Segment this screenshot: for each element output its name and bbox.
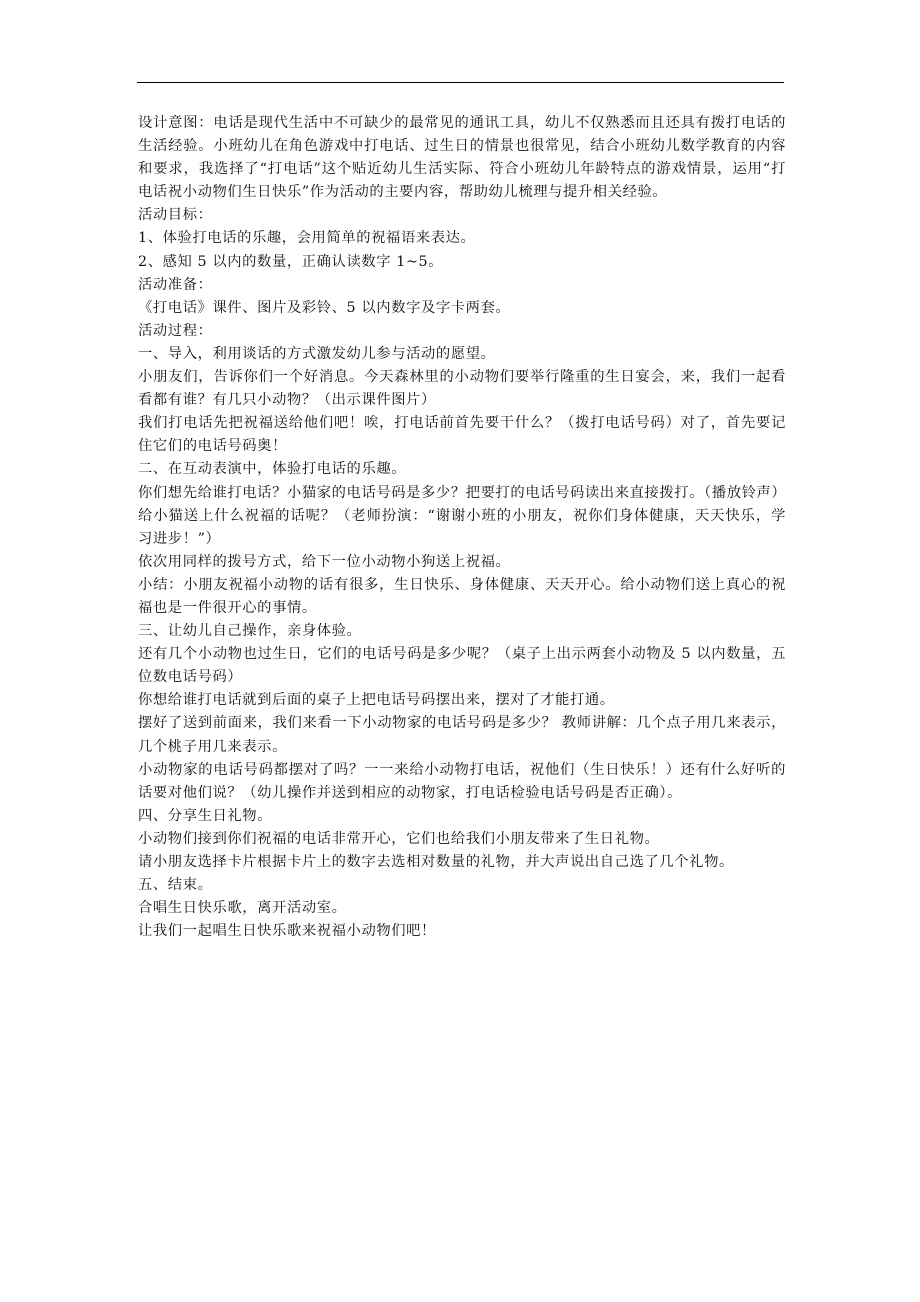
preparation-paragraph: 《打电话》课件、图片及彩铃、5 以内数字及字卡两套。: [138, 299, 511, 316]
body-paragraph: 你们想先给谁打电话？小猫家的电话号码是多少？把要打的电话号码读出来直接拨打。（播放铃声）: [138, 484, 787, 501]
section-heading-process: 活动过程：: [138, 322, 213, 339]
document-body: [138, 112, 786, 943]
section-heading-goals: 活动目标：: [138, 207, 213, 224]
body-paragraph: 请小朋友选择卡片根据卡片上的数字去选相对数量的礼物，并大声说出自己选了几个礼物。: [138, 854, 734, 870]
body-paragraph: 合唱生日快乐歌，离开活动室。: [138, 900, 347, 917]
body-paragraph: 小动物家的电话号码都摆对了吗？一一来给小动物打电话，祝他们（生日快乐！）还有什么好听的话要对他们说？（幼儿操作并送到相应的动物家，打电话检验电话号码是否正确）。: [138, 761, 786, 801]
goal-item-1: 1、体验打电话的乐趣，会用简单的祝福语来表达。: [138, 230, 476, 247]
step-heading-4: 四、分享生日礼物。: [138, 807, 273, 824]
body-paragraph: 给小猫送上什么祝福的话呢？（老师扮演：“谢谢小班的小朋友，祝你们身体健康，天天快乐，学习进步！”）: [138, 507, 786, 547]
body-paragraph: 我们打电话先把祝福送给他们吧！唉，打电话前首先要干什么？（拨打电话号码）对了，首先要记住它们的电话号码奥！: [138, 415, 786, 455]
summary-paragraph: 小结：小朋友祝福小动物的话有很多，生日快乐、身体健康、天天开心。给小动物们送上真心的祝福也是一件很开心的事情。: [138, 576, 786, 616]
design-intent-paragraph: 设计意图：电话是现代生活中不可缺少的最常见的通讯工具，幼儿不仅熟悉而且还具有拨打电话的生活经验。小班幼儿在角色游戏中打电话、过生日的情景也很常见，结合小班幼儿数学教育的内容和要求，我选择了“打电话”这个贴近幼儿生活实际、符合小班幼儿年龄特点的游戏情景，运用“打电话祝小动物们生日快乐”作为活动的主要内容，帮助幼儿梳理与提升相关经验。: [138, 115, 786, 201]
step-heading-1: 一、导入，利用谈话的方式激发幼儿参与活动的愿望。: [138, 345, 496, 362]
step-heading-3: 三、让幼儿自己操作，亲身体验。: [138, 623, 362, 640]
header-rule: [137, 82, 784, 83]
body-paragraph: 摆好了送到前面来，我们来看一下小动物家的电话号码是多少？ 教师讲解：几个点子用几来表示，几个桃子用几来表示。: [138, 715, 786, 755]
closing-paragraph: 让我们一起唱生日快乐歌来祝福小动物们吧！: [138, 923, 436, 940]
goal-item-2: 2、感知 5 以内的数量，正确认读数字 1~5。: [138, 253, 444, 270]
body-paragraph: 还有几个小动物也过生日，它们的电话号码是多少呢？（桌子上出示两套小动物及 5 以内数量，五位数电话号码）: [138, 646, 786, 686]
body-paragraph: 依次用同样的拨号方式，给下一位小动物小狗送上祝福。: [138, 553, 511, 570]
step-heading-5: 五、结束。: [138, 877, 213, 894]
body-paragraph: 你想给谁打电话就到后面的桌子上把电话号码摆出来，摆对了才能打通。: [138, 692, 615, 709]
body-paragraph: 小朋友们，告诉你们一个好消息。今天森林里的小动物们要举行隆重的生日宴会，来，我们一起看看都有谁？有几只小动物？（出示课件图片）: [138, 369, 786, 409]
body-paragraph: 小动物们接到你们祝福的电话非常开心，它们也给我们小朋友带来了生日礼物。: [138, 830, 660, 847]
step-heading-2: 二、在互动表演中，体验打电话的乐趣。: [138, 461, 407, 478]
section-heading-preparation: 活动准备：: [138, 276, 213, 293]
